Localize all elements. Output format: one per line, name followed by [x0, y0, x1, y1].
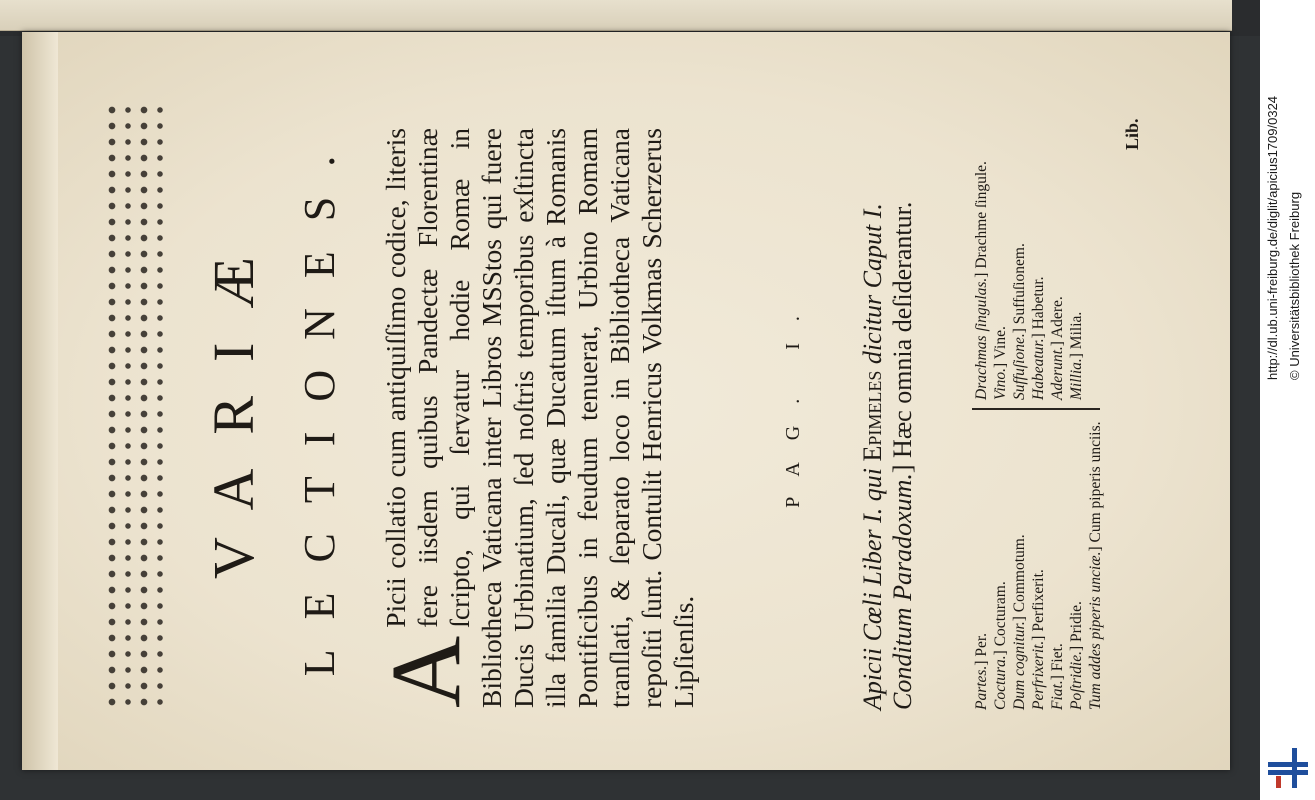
variant-item: Dum cognitur.] Commotum.: [1011, 534, 1028, 710]
variants-column-left: [972, 420, 1105, 710]
variant-item: Partes.] Per.: [973, 632, 990, 710]
variant-item: Suffuſione.] Suffuſionem.: [1011, 243, 1028, 400]
variant-item: Perfrixerit.] Perfixerit.: [1030, 569, 1047, 710]
catchword: Lib.: [1122, 118, 1142, 150]
rotated-page-content: [22, 32, 1230, 770]
variant-item: Millia.] Milia.: [1068, 311, 1085, 400]
section-heading: PAG. I.: [782, 294, 804, 508]
page-subtitle: LECTIONES.: [295, 125, 344, 677]
variant-item: Vino.] Vine.: [992, 326, 1009, 400]
info-strip-text: [1262, 0, 1312, 380]
library-logo-icon: [1268, 748, 1308, 788]
variants-column-right: [972, 110, 1100, 410]
variant-item: Drachmas ſingulas.] Drachme ſingule.: [973, 161, 990, 400]
variant-item: Fiat.] Fiet.: [1049, 643, 1066, 710]
note-part1: Apicii Cœli Liber I. qui: [858, 468, 887, 710]
variant-item: Aderunt.] Adere.: [1049, 296, 1066, 400]
variant-item: Habeatur.] Habetur.: [1030, 276, 1047, 400]
ornamental-border: [104, 100, 168, 710]
drop-cap: A: [370, 635, 481, 708]
variant-item: Poſtridie.] Pridie.: [1068, 601, 1085, 710]
note-part3: ] Hæc omnia deſiderantur.: [888, 201, 917, 474]
copyright-notice: © Universitätsbibliothek Freiburg: [1287, 191, 1302, 380]
body-paragraph: [370, 128, 700, 708]
page-title: VARIÆ: [201, 223, 266, 579]
book-page: [22, 32, 1230, 770]
note-paragraph: [858, 140, 918, 710]
page-edge: [0, 0, 1232, 31]
source-url[interactable]: http://dl.ub.uni-freiburg.de/diglit/apicius1709/0324: [1265, 95, 1280, 380]
variant-item: Tum addes piperis unciæ.] Cum piperis unciis.: [1087, 421, 1104, 710]
body-text: Picii collatio cum antiquiſſimo codice, literis fere iisdem quibus Pandectæ Florentinæ ſcripto, qui ſervatur hodie Romæ in Bibliotheca Vaticana inter Libros MSStos qui fuere Ducis Urbinatium, ſed noſtris temporibus exſtincta illa familia Ducali, quæ Ducatum iſtum à Romanis Pontificibus in feudum tenuerat, Urbino Romam tranſlati, & ſeparato loco in Bibliotheca Vaticana repoſiti ſunt. Contulit Henricus Volkmas Scherzerus Lipſienſis.: [380, 128, 699, 708]
variant-item: Coctura.] Cocturam.: [992, 581, 1009, 710]
note-name: Epimeles: [858, 370, 887, 462]
note-part2: dicitur Caput I. Conditum Paradoxum.: [858, 203, 917, 710]
